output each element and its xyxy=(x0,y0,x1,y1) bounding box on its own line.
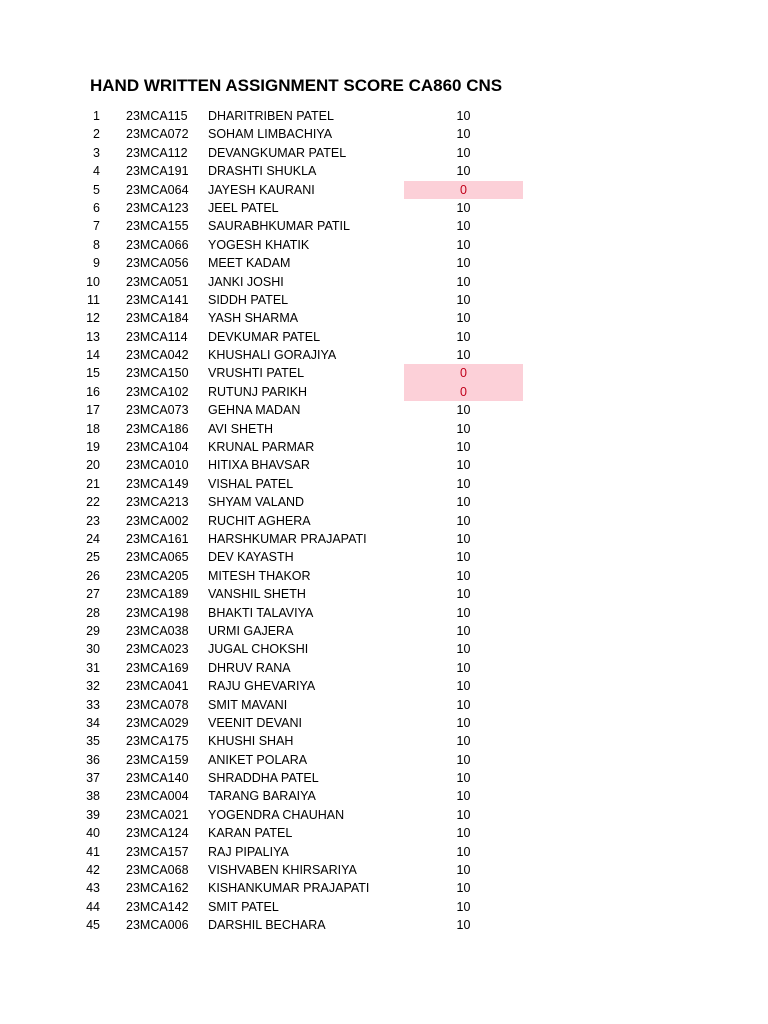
score-value: 10 xyxy=(456,421,471,436)
serial-number: 22 xyxy=(86,495,100,510)
table-row xyxy=(0,199,768,217)
score-value: 10 xyxy=(456,863,471,878)
score-value: 10 xyxy=(456,531,471,546)
serial-number: 15 xyxy=(86,366,100,381)
serial-number: 43 xyxy=(86,881,100,896)
student-name: BHAKTI TALAVIYA xyxy=(208,605,314,620)
score-value: 10 xyxy=(456,734,471,749)
score-value: 10 xyxy=(456,881,471,896)
score-value: 10 xyxy=(456,844,471,859)
enrollment-id: 23MCA186 xyxy=(126,421,189,436)
score-value: 10 xyxy=(456,550,471,565)
student-name: GEHNA MADAN xyxy=(208,403,301,418)
score-value: 10 xyxy=(456,807,471,822)
serial-number: 12 xyxy=(86,311,100,326)
student-name: KHUSHALI GORAJIYA xyxy=(208,348,337,363)
student-name: SHRADDHA PATEL xyxy=(208,771,319,786)
table-row xyxy=(0,217,768,235)
table-row xyxy=(0,622,768,640)
score-value: 0 xyxy=(460,384,467,399)
student-name: DEVANGKUMAR PATEL xyxy=(208,145,347,160)
serial-number: 26 xyxy=(86,568,100,583)
score-value: 10 xyxy=(456,513,471,528)
enrollment-id: 23MCA161 xyxy=(126,531,189,546)
enrollment-id: 23MCA041 xyxy=(126,679,189,694)
enrollment-id: 23MCA064 xyxy=(126,182,189,197)
serial-number: 6 xyxy=(93,200,100,215)
score-value: 10 xyxy=(456,219,471,234)
enrollment-id: 23MCA021 xyxy=(126,807,189,822)
serial-number: 13 xyxy=(86,329,100,344)
score-value: 10 xyxy=(456,476,471,491)
table-row xyxy=(0,273,768,291)
enrollment-id: 23MCA038 xyxy=(126,623,189,638)
score-value: 10 xyxy=(456,458,471,473)
enrollment-id: 23MCA056 xyxy=(126,256,189,271)
enrollment-id: 23MCA112 xyxy=(126,145,188,160)
serial-number: 23 xyxy=(86,513,100,528)
student-name: DARSHIL BECHARA xyxy=(208,918,326,933)
table-row xyxy=(0,659,768,677)
enrollment-id: 23MCA189 xyxy=(126,587,189,602)
score-value: 10 xyxy=(456,715,471,730)
student-name: HARSHKUMAR PRAJAPATI xyxy=(208,531,367,546)
student-name: SMIT PATEL xyxy=(208,899,279,914)
enrollment-id: 23MCA124 xyxy=(126,826,189,841)
serial-number: 25 xyxy=(86,550,100,565)
enrollment-id: 23MCA149 xyxy=(126,476,189,491)
score-value: 10 xyxy=(456,403,471,418)
table-row xyxy=(0,346,768,364)
table-row xyxy=(0,364,768,382)
serial-number: 14 xyxy=(86,348,100,363)
serial-number: 35 xyxy=(86,734,100,749)
table-row xyxy=(0,107,768,125)
table-row xyxy=(0,861,768,879)
enrollment-id: 23MCA068 xyxy=(126,863,189,878)
student-name: KRUNAL PARMAR xyxy=(208,440,315,455)
student-name: JAYESH KAURANI xyxy=(208,182,315,197)
table-row xyxy=(0,879,768,897)
score-value: 10 xyxy=(456,568,471,583)
table-row xyxy=(0,493,768,511)
enrollment-id: 23MCA142 xyxy=(126,899,189,914)
score-value: 10 xyxy=(456,495,471,510)
score-value: 10 xyxy=(456,918,471,933)
enrollment-id: 23MCA162 xyxy=(126,881,189,896)
score-value: 0 xyxy=(460,366,467,381)
enrollment-id: 23MCA010 xyxy=(126,458,189,473)
table-row xyxy=(0,769,768,787)
enrollment-id: 23MCA115 xyxy=(126,109,188,123)
enrollment-id: 23MCA198 xyxy=(126,605,189,620)
enrollment-id: 23MCA066 xyxy=(126,237,189,252)
serial-number: 18 xyxy=(86,421,100,436)
score-value: 10 xyxy=(456,789,471,804)
enrollment-id: 23MCA184 xyxy=(126,311,189,326)
student-name: DRASHTI SHUKLA xyxy=(208,164,317,179)
score-value: 10 xyxy=(456,292,471,307)
score-value: 10 xyxy=(456,348,471,363)
student-name: AVI SHETH xyxy=(208,421,274,436)
serial-number: 32 xyxy=(86,679,100,694)
score-value: 10 xyxy=(456,605,471,620)
score-value: 10 xyxy=(456,200,471,215)
serial-number: 16 xyxy=(86,384,100,399)
serial-number: 38 xyxy=(86,789,100,804)
serial-number: 39 xyxy=(86,807,100,822)
table-row xyxy=(0,916,768,934)
enrollment-id: 23MCA150 xyxy=(126,366,189,381)
table-row xyxy=(0,181,768,199)
score-value: 10 xyxy=(456,899,471,914)
table-row xyxy=(0,604,768,622)
enrollment-id: 23MCA023 xyxy=(126,642,189,657)
student-name: MITESH THAKOR xyxy=(208,568,311,583)
table-row xyxy=(0,732,768,750)
student-name: JEEL PATEL xyxy=(208,200,279,215)
serial-number: 9 xyxy=(93,256,100,271)
score-value: 10 xyxy=(456,623,471,638)
serial-number: 24 xyxy=(86,531,100,546)
table-row xyxy=(0,714,768,732)
enrollment-id: 23MCA042 xyxy=(126,348,189,363)
enrollment-id: 23MCA072 xyxy=(126,127,189,142)
student-name: VISHVABEN KHIRSARIYA xyxy=(208,863,357,878)
student-name: SOHAM LIMBACHIYA xyxy=(208,127,333,142)
table-row xyxy=(0,401,768,419)
serial-number: 31 xyxy=(86,660,100,675)
student-name: DEVKUMAR PATEL xyxy=(208,329,321,344)
score-value: 10 xyxy=(456,679,471,694)
score-value: 10 xyxy=(456,109,471,123)
student-name: VANSHIL SHETH xyxy=(208,587,306,602)
student-name: RAJU GHEVARIYA xyxy=(208,679,316,694)
serial-number: 30 xyxy=(86,642,100,657)
enrollment-id: 23MCA002 xyxy=(126,513,189,528)
enrollment-id: 23MCA102 xyxy=(126,384,189,399)
enrollment-id: 23MCA169 xyxy=(126,660,189,675)
student-name: URMI GAJERA xyxy=(208,623,294,638)
enrollment-id: 23MCA123 xyxy=(126,200,189,215)
student-name: MEET KADAM xyxy=(208,256,291,271)
score-value: 10 xyxy=(456,127,471,142)
student-name: RUCHIT AGHERA xyxy=(208,513,311,528)
table-row xyxy=(0,512,768,530)
table-row xyxy=(0,677,768,695)
table-row xyxy=(0,567,768,585)
serial-number: 45 xyxy=(86,918,100,933)
serial-number: 40 xyxy=(86,826,100,841)
student-name: VISHAL PATEL xyxy=(208,476,294,491)
serial-number: 37 xyxy=(86,771,100,786)
enrollment-id: 23MCA104 xyxy=(126,440,189,455)
table-row xyxy=(0,236,768,254)
score-value: 10 xyxy=(456,311,471,326)
score-value: 10 xyxy=(456,237,471,252)
serial-number: 20 xyxy=(86,458,100,473)
score-value: 10 xyxy=(456,752,471,767)
score-value: 0 xyxy=(460,182,467,197)
enrollment-id: 23MCA004 xyxy=(126,789,189,804)
table-row xyxy=(0,291,768,309)
table-row xyxy=(0,420,768,438)
table-row xyxy=(0,475,768,493)
score-value: 10 xyxy=(456,660,471,675)
table-row xyxy=(0,438,768,456)
serial-number: 1 xyxy=(93,109,100,123)
score-value: 10 xyxy=(456,145,471,160)
student-name: RUTUNJ PARIKH xyxy=(208,384,308,399)
table-row xyxy=(0,328,768,346)
serial-number: 36 xyxy=(86,752,100,767)
student-name: SIDDH PATEL xyxy=(208,292,289,307)
serial-number: 8 xyxy=(93,237,100,252)
student-name: DHRUV RANA xyxy=(208,660,291,675)
student-name: TARANG BARAIYA xyxy=(208,789,316,804)
student-name: JUGAL CHOKSHI xyxy=(208,642,309,657)
student-name: VEENIT DEVANI xyxy=(208,715,303,730)
enrollment-id: 23MCA073 xyxy=(126,403,189,418)
student-name: SMIT MAVANI xyxy=(208,697,288,712)
student-name: KISHANKUMAR PRAJAPATI xyxy=(208,881,370,896)
serial-number: 28 xyxy=(86,605,100,620)
serial-number: 27 xyxy=(86,587,100,602)
table-row xyxy=(0,530,768,548)
score-value: 10 xyxy=(456,440,471,455)
serial-number: 33 xyxy=(86,697,100,712)
table-row xyxy=(0,383,768,401)
table-row xyxy=(0,696,768,714)
student-name: YOGENDRA CHAUHAN xyxy=(208,807,345,822)
enrollment-id: 23MCA205 xyxy=(126,568,189,583)
table-row xyxy=(0,640,768,658)
table-row xyxy=(0,162,768,180)
enrollment-id: 23MCA175 xyxy=(126,734,189,749)
serial-number: 19 xyxy=(86,440,100,455)
table-row xyxy=(0,125,768,143)
student-name: KARAN PATEL xyxy=(208,826,293,841)
score-value: 10 xyxy=(456,256,471,271)
enrollment-id: 23MCA157 xyxy=(126,844,189,859)
enrollment-id: 23MCA155 xyxy=(126,219,189,234)
serial-number: 4 xyxy=(93,164,100,179)
student-name: HITIXA BHAVSAR xyxy=(208,458,310,473)
score-value: 10 xyxy=(456,587,471,602)
table-row xyxy=(0,548,768,566)
enrollment-id: 23MCA051 xyxy=(126,274,189,289)
serial-number: 17 xyxy=(86,403,100,418)
enrollment-id: 23MCA140 xyxy=(126,771,189,786)
score-table xyxy=(0,107,768,935)
student-name: YOGESH KHATIK xyxy=(208,237,310,252)
enrollment-id: 23MCA159 xyxy=(126,752,189,767)
score-value: 10 xyxy=(456,826,471,841)
serial-number: 42 xyxy=(86,863,100,878)
table-row xyxy=(0,456,768,474)
student-name: RAJ PIPALIYA xyxy=(208,844,289,859)
table-row xyxy=(0,824,768,842)
serial-number: 2 xyxy=(93,127,100,142)
enrollment-id: 23MCA191 xyxy=(126,164,189,179)
serial-number: 21 xyxy=(86,476,100,491)
table-row xyxy=(0,585,768,603)
student-name: ANIKET POLARA xyxy=(208,752,308,767)
table-row xyxy=(0,254,768,272)
student-name: YASH SHARMA xyxy=(208,311,299,326)
serial-number: 5 xyxy=(93,182,100,197)
serial-number: 3 xyxy=(93,145,100,160)
table-row xyxy=(0,898,768,916)
table-row xyxy=(0,843,768,861)
serial-number: 10 xyxy=(86,274,100,289)
table-row xyxy=(0,309,768,327)
student-name: KHUSHI SHAH xyxy=(208,734,294,749)
enrollment-id: 23MCA029 xyxy=(126,715,189,730)
enrollment-id: 23MCA006 xyxy=(126,918,189,933)
student-name: JANKI JOSHI xyxy=(208,274,284,289)
table-row xyxy=(0,787,768,805)
table-row xyxy=(0,806,768,824)
table-row xyxy=(0,751,768,769)
serial-number: 29 xyxy=(86,623,100,638)
student-name: DHARITRIBEN PATEL xyxy=(208,109,334,123)
score-value: 10 xyxy=(456,164,471,179)
page-title: HAND WRITTEN ASSIGNMENT SCORE CA860 CNS xyxy=(90,76,503,95)
enrollment-id: 23MCA141 xyxy=(126,292,189,307)
score-value: 10 xyxy=(456,642,471,657)
enrollment-id: 23MCA065 xyxy=(126,550,189,565)
student-name: SAURABHKUMAR PATIL xyxy=(208,219,350,234)
student-name: SHYAM VALAND xyxy=(208,495,305,510)
enrollment-id: 23MCA213 xyxy=(126,495,189,510)
serial-number: 41 xyxy=(86,844,100,859)
score-value: 10 xyxy=(456,274,471,289)
enrollment-id: 23MCA114 xyxy=(126,329,188,344)
student-name: VRUSHTI PATEL xyxy=(208,366,305,381)
score-value: 10 xyxy=(456,697,471,712)
table-row xyxy=(0,144,768,162)
score-value: 10 xyxy=(456,329,471,344)
score-value: 10 xyxy=(456,771,471,786)
serial-number: 7 xyxy=(93,219,100,234)
serial-number: 34 xyxy=(86,715,100,730)
enrollment-id: 23MCA078 xyxy=(126,697,189,712)
serial-number: 44 xyxy=(86,899,100,914)
serial-number: 11 xyxy=(87,292,100,307)
student-name: DEV KAYASTH xyxy=(208,550,294,565)
